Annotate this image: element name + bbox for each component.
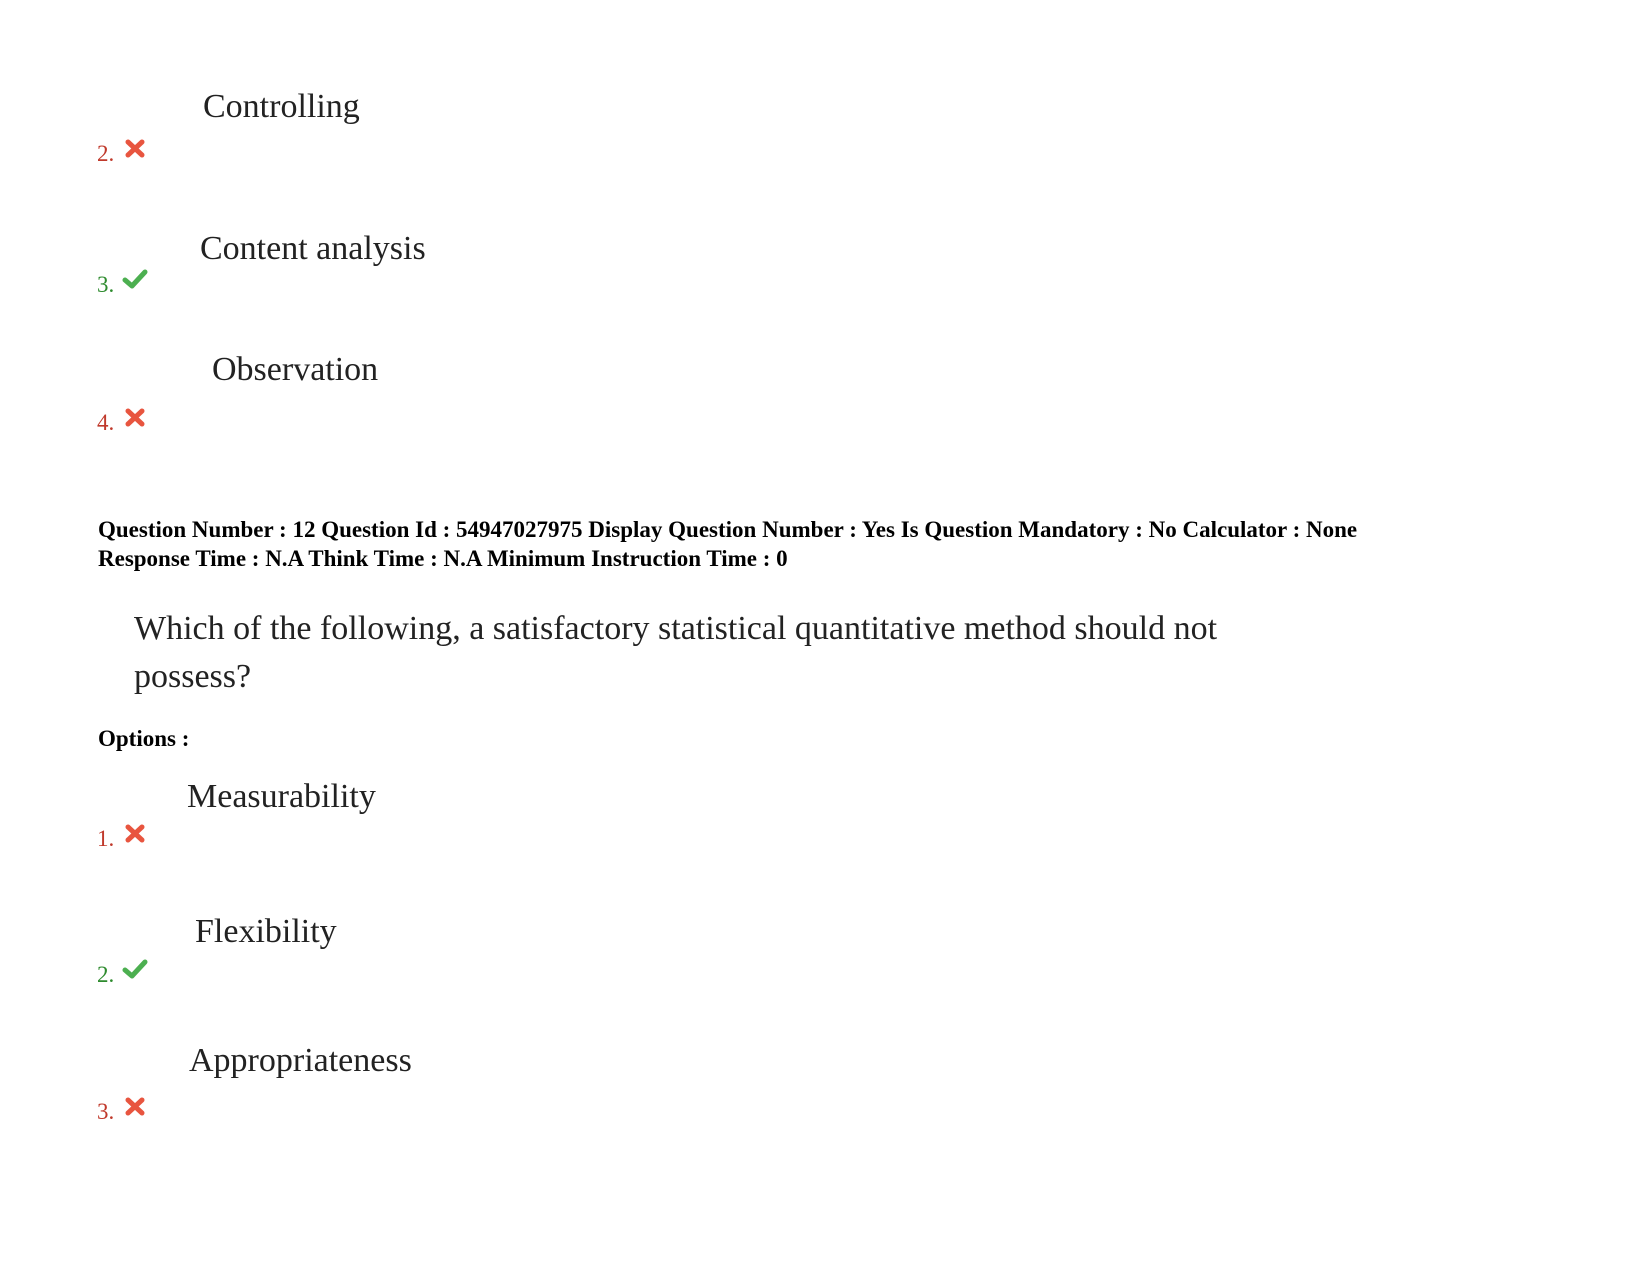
option-number: 2. [97, 962, 115, 987]
option-text: Content analysis [200, 230, 426, 267]
option-number: 3. [97, 272, 115, 297]
question-text-continued: possess? [134, 658, 252, 695]
cross-icon [123, 138, 149, 160]
check-icon [122, 268, 148, 290]
option-number: 2. [97, 141, 115, 166]
cross-icon [123, 407, 149, 429]
option-number: 1. [97, 826, 115, 851]
option-text: Observation [212, 351, 379, 388]
option-text: Flexibility [195, 913, 337, 950]
question-text: Which of the following, a satisfactory statistical quantitative method should not [134, 610, 1218, 647]
option-number: 3. [97, 1099, 115, 1124]
option-text: Appropriateness [189, 1042, 412, 1079]
cross-icon [123, 1096, 149, 1118]
cross-icon [123, 823, 149, 845]
option-text: Measurability [187, 778, 376, 815]
option-number: 4. [97, 410, 115, 435]
options-label: Options : [98, 726, 190, 751]
question-timing: Response Time : N.A Think Time : N.A Minimum Instruction Time : 0 [98, 546, 788, 571]
check-icon [122, 958, 148, 980]
question-meta: Question Number : 12 Question Id : 54947027975 Display Question Number : Yes Is Question Mandatory : No Calculator : None [98, 517, 1358, 542]
option-text: Controlling [203, 88, 360, 125]
